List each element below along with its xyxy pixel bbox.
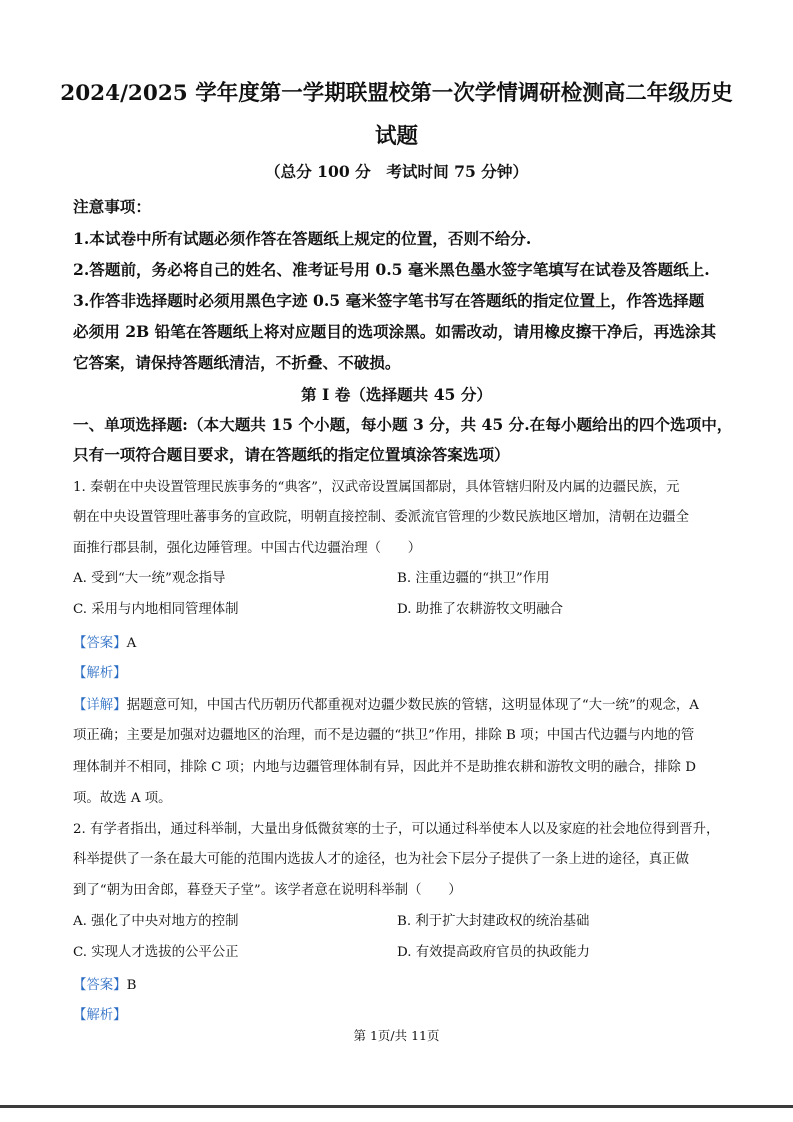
question-2-stem: 2. 有学者指出，通过科举制，大量出身低微贫寒的士子，可以通过科举使本人以及家庭的社会地位得到晋升， bbox=[73, 822, 720, 837]
section-instruction: 只有一项符合题目要求，请在答题纸的指定位置填涂答案选项） bbox=[73, 445, 510, 464]
question-2-stem: 科举提供了一条在最大可能的范围内选拔人才的途径，也为社会下层分子提供了一条上进的途径，真正做 bbox=[73, 852, 689, 867]
question-1-answer bbox=[73, 632, 136, 651]
question-2-answer bbox=[73, 974, 136, 993]
question-1-detail bbox=[73, 694, 699, 713]
question-2-stem: 到了“朝为田舍郎，暮登天子堂”。该学者意在说明科举制（ ） bbox=[73, 883, 462, 898]
section-title: 第 I 卷（选择题共 45 分） bbox=[300, 385, 493, 404]
notice-heading: 注意事项： bbox=[73, 197, 151, 216]
question-2-analysis bbox=[73, 1004, 127, 1023]
question-1-detail: 理体制并不相同，排除 C 项；内地与边疆管理体制有异，因此并不是助推农耕和游牧文明的融合，排除 D bbox=[73, 760, 696, 775]
exam-subtitle: （总分 100 分 考试时间 75 分钟） bbox=[264, 162, 529, 181]
question-1-analysis bbox=[73, 662, 127, 681]
bottom-divider bbox=[0, 1105, 793, 1108]
question-1-option-c: C. 采用与内地相同管理体制 bbox=[73, 602, 239, 617]
detail-text: 据题意可知，中国古代历朝历代都重视对边疆少数民族的管辖，这明显体现了“大一统”的观念，A bbox=[126, 698, 699, 713]
analysis-tag: 【解析】 bbox=[73, 666, 127, 681]
exam-title-line2: 试题 bbox=[374, 124, 418, 149]
section-instruction: 一、单项选择题:（本大题共 15 个小题，每小题 3 分，共 45 分.在每小题给出的四个选项中， bbox=[73, 415, 733, 434]
question-1-stem: 面推行郡县制，强化边陲管理。中国古代边疆治理（ ） bbox=[73, 541, 422, 556]
detail-tag: 【详解】 bbox=[73, 698, 127, 713]
notice-line: 2.答题前，务必将自己的姓名、准考证号用 0.5 毫米黑色墨水签字笔填写在试卷及答题纸上. bbox=[73, 260, 710, 279]
question-1-option-a: A. 受到“大一统”观念指导 bbox=[73, 571, 226, 586]
notice-line: 1.本试卷中所有试题必须作答在答题纸上规定的位置，否则不给分. bbox=[73, 229, 532, 248]
question-1-option-d: D. 助推了农耕游牧文明融合 bbox=[397, 602, 564, 617]
exam-title-line1: 2024/2025 学年度第一学期联盟校第一次学情调研检测高二年级历史 bbox=[60, 81, 733, 106]
question-1-detail: 项。故选 A 项。 bbox=[73, 791, 172, 806]
question-2-option-c: C. 实现人才选拔的公平公正 bbox=[73, 945, 239, 960]
question-1-detail: 项正确；主要是加强对边疆地区的治理，而不是边疆的“拱卫”作用，排除 B 项；中国古代边疆与内地的管 bbox=[73, 728, 695, 743]
answer-tag: 【答案】 bbox=[73, 636, 127, 651]
answer-value: A bbox=[126, 636, 137, 651]
answer-value: B bbox=[126, 978, 137, 993]
question-2-option-d: D. 有效提高政府官员的执政能力 bbox=[397, 945, 590, 960]
notice-line: 必须用 2B 铅笔在答题纸上将对应题目的选项涂黑。如需改动，请用橡皮擦干净后，再选涂其 bbox=[73, 322, 717, 341]
question-2-option-a: A. 强化了中央对地方的控制 bbox=[73, 914, 239, 929]
answer-tag: 【答案】 bbox=[73, 978, 127, 993]
notice-line: 3.作答非选择题时必须用黑色字迹 0.5 毫米签字笔书写在答题纸的指定位置上，作答选择题 bbox=[73, 291, 705, 310]
page-number: 第 1页/共 11页 bbox=[353, 1028, 440, 1043]
question-2-option-b: B. 利于扩大封建政权的统治基础 bbox=[397, 914, 590, 929]
analysis-tag: 【解析】 bbox=[73, 1008, 127, 1023]
question-1-stem: 1. 秦朝在中央设置管理民族事务的“典客”，汉武帝设置属国都尉，具体管辖归附及内属的边疆民族，元 bbox=[73, 480, 680, 495]
question-1-stem: 朝在中央设置管理吐蕃事务的宣政院，明朝直接控制、委派流官管理的少数民族地区增加，清朝在边疆全 bbox=[73, 510, 689, 525]
question-1-option-b: B. 注重边疆的“拱卫”作用 bbox=[397, 571, 550, 586]
notice-line: 它答案，请保持答题纸清洁，不折叠、不破损。 bbox=[73, 353, 401, 372]
